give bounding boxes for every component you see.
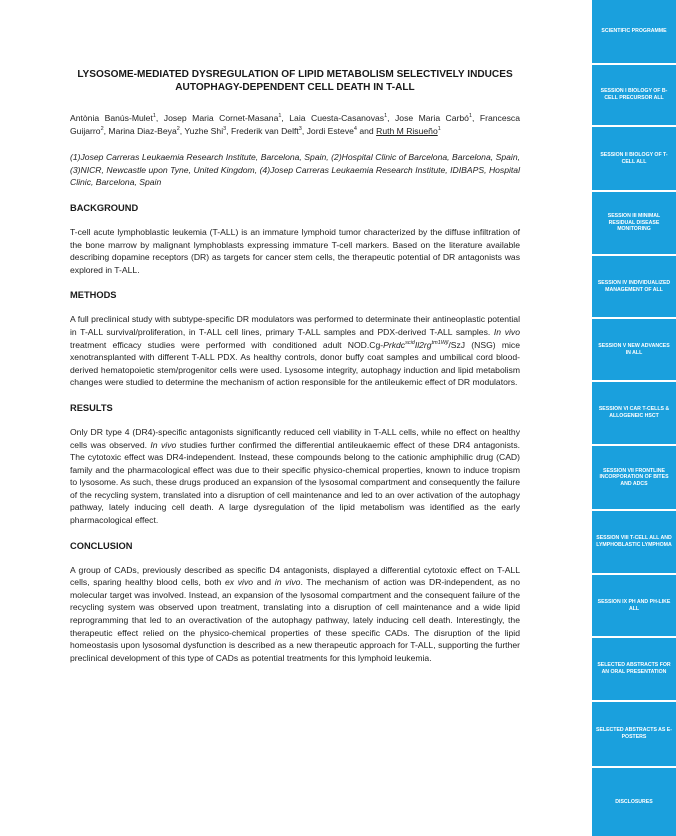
nav-session-5[interactable]: SESSION V NEW ADVANCES IN ALL <box>592 319 676 380</box>
nav-session-6[interactable]: SESSION VI CAR T-CELLS & ALLOGENEIC HSCT <box>592 382 676 444</box>
methods-heading: METHODS <box>70 290 117 301</box>
author: Jose Maria Carbó$^1$ <box>395 113 473 123</box>
nav-session-1[interactable]: SESSION I BIOLOGY OF B-CELL PRECURSOR ALL <box>592 65 676 125</box>
author-list: Antònia Banús-Mulet$^1$, Josep Maria Cornet-Masana$^1$, Laia Cuesta-Casanovas$^1$, Jose Maria Carbó$^1$, Francesca Guijarro$^2$, Marina Diaz-Beya$^2$, Yuzhe Shi$^3$, Frederik van Delft$^3$, Jordi Esteve$^4$ and Ruth M Risueño$^1$ <box>70 113 521 136</box>
author: Josep Maria Cornet-Masana$^1$ <box>163 113 282 123</box>
nav-session-8[interactable]: SESSION VIII T-CELL ALL AND LYMPHOBLASTIC LYMPHOMA <box>592 511 676 573</box>
nav-session-2[interactable]: SESSION II BIOLOGY OF T-CELL ALL <box>592 127 676 190</box>
nav-selected-oral[interactable]: SELECTED ABSTRACTS FOR AN ORAL PRESENTATION <box>592 638 676 700</box>
author: Yuzhe Shi$^3$ <box>184 125 227 136</box>
nav-session-4[interactable]: SESSION IV INDIVIDUALIZED MANAGEMENT OF ALL <box>592 256 676 317</box>
nav-session-7[interactable]: SESSION VII FRONTLINE INCORPORATION OF BITES AND ADCS <box>592 446 676 509</box>
nav-scientific-programme[interactable]: SCIENTIFIC PROGRAMME <box>592 0 676 63</box>
presenting-author: Ruth M Risueño$^1$ <box>376 125 441 136</box>
nav-selected-eposters[interactable]: SELECTED ABSTRACTS AS E-POSTERS <box>592 702 676 766</box>
methods-text: A full preclinical study with subtype-specific DR modulators was performed to determinate their antineoplastic potential in T-ALL survival/proliferation, in T-ALL cell lines, primary T-ALL samples and PDX-derived T-ALL samples. In vivo treatment efficacy studies were performed with conditioned adult $NOD.Cg-Prkdc^{scid}Il2rg^{tm1Wjl}$/SzJ (NSG) mice xenotransplanted with different T-ALL PDX. As healthy controls, donor buffy coat samples and umbilical cord blood-derived hematopoietic stem/progenitor cells were used. Lysosome integrity, autophagy induction and lipid metabolism changes were studied to determine the mechanism of action responsible for the antileukemic effect of DR modulators. <box>70 314 521 388</box>
background-heading: BACKGROUND <box>70 202 139 213</box>
nav-session-3[interactable]: SESSION III MINIMAL RESIDUAL DISEASE MONITORING <box>592 192 676 254</box>
background-text: T-cell acute lymphoblastic leukemia (T-ALL) is an immature lymphoid tumor characterized by the diffuse infiltration of the bone marrow by malignant lymphoblasts expressing immature T-cell markers. Based on the literature available describing dopamine receptors (DR) as targets for cancer stem cells, the therapeutic potential of DR antagonists was explored in T-ALL. <box>70 226 520 275</box>
author: Frederik van Delft$^3$ <box>230 125 302 136</box>
author: Jordi Esteve$^4$ <box>306 125 357 136</box>
author: Marina Diaz-Beya$^2$ <box>108 125 180 136</box>
results-text: Only DR type 4 (DR4)-specific antagonists significantly reduced cell viability in T-ALL cells, while no effect on healthy cells was observed. In vivo studies further confirmed the differential antileukaemic effect of these DR4 antagonists. The cytotoxic effect was DR4-independent. Instead, these compounds belong to the cationic amphiphilic drug (CAD) family and the pharmacological effect was due to their specific physico-chemical properties, known to induce tropism to lysosome. As such, these drugs produced an expansion of the lysosomal compartment and consequently the failure of the recycling system, translated into a disruption of cell maintenance and led to an over activation of the autophagy pathway, lately inducing cell death. A large dysregulation of the lipid metabolism was identified as the early pharmacological effect. <box>70 426 521 526</box>
abstract-title: LYSOSOME-MEDIATED DYSREGULATION OF LIPID METABOLISM SELECTIVELY INDUCES AUTOPHAGY-DEPENDENT CELL DEATH IN T-ALL <box>77 69 513 93</box>
affiliations: (1)Josep Carreras Leukaemia Research Institute, Barcelona, Spain, (2)Hospital Clinic of Barcelona, Barcelona, Spain, (3)NICR, Newcastle upon Tyne, United Kingdom, (4)Josep Carreras Leukaemia Research Institute, IDIBAPS, Hospital Clinic, Barcelona, Spain <box>70 152 520 188</box>
nav-disclosures[interactable]: DISCLOSURES <box>592 768 676 836</box>
author: Antònia Banús-Mulet$^1$ <box>70 113 156 123</box>
results-heading: RESULTS <box>70 402 113 413</box>
author: Francesca Guijarro$^2$ <box>70 113 521 136</box>
conclusion-heading: CONCLUSION <box>70 540 133 551</box>
abstract-content <box>70 68 520 664</box>
and-word: and <box>359 125 374 136</box>
section-sidebar <box>592 0 676 836</box>
nav-session-9[interactable]: SESSION IX PH AND PH-LIKE ALL <box>592 575 676 636</box>
conclusion-text: A group of CADs, previously described as specific D4 antagonists, displayed a differential cytotoxic effect on T-ALL cells, sparing healthy blood cells, both ex vivo and in vivo. The mechanism of action was DR-independent, as no molecular target was involved. Instead, an expansion of the lysosomal compartment and the consequent failure of the recycling system was observed upon treatment, translating into a disruption of cell maintenance and a wide lipid reprogramming that led to an overactivation of the autophagy pathway, lately inducing cell death. Interestingly, the therapeutic effect relied on the physico-chemical properties of these specific CADs. The disruption of the lipid homeostasis upon lysosomal dysfunction is described as a new therapeutic approach for T-ALL, supporting the further preclinical development of this type of CADs as potential treatments for this lymphoid leukemia. <box>70 564 520 663</box>
author: Laia Cuesta-Casanovas$^1$ <box>289 113 388 123</box>
